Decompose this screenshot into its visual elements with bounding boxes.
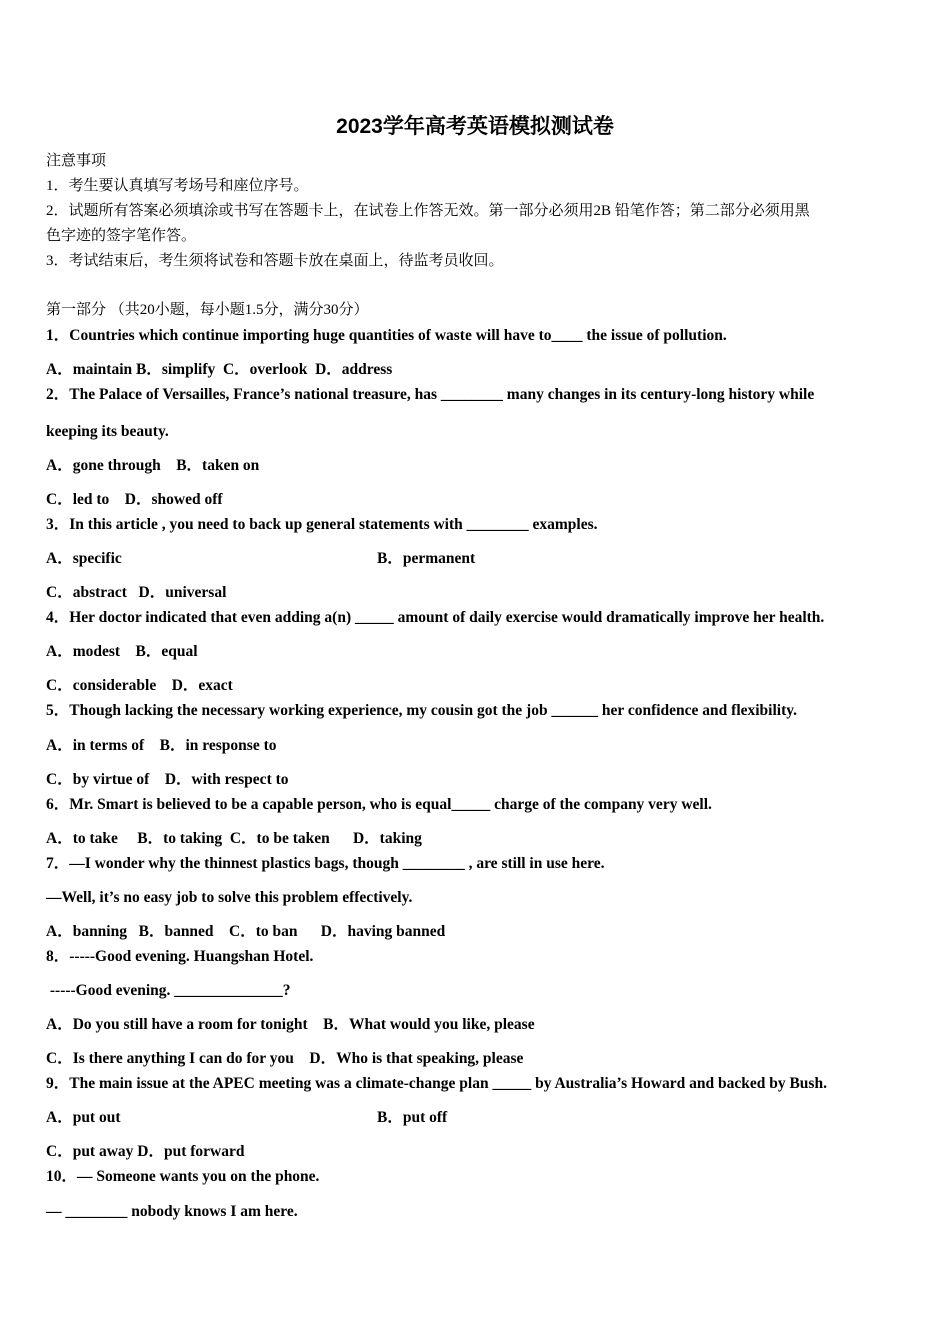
question-3-option-b: B．permanent: [377, 550, 476, 567]
question-9-option-a: A．put out: [46, 1109, 121, 1126]
question-3-options-cd: C．abstract D．universal: [46, 584, 227, 601]
question-3-option-a: A．specific: [46, 550, 122, 567]
notice-item: 2．试题所有答案必须填涂或书写在答题卡上，在试卷上作答无效。第一部分必须用2B 铅笔作答；第二部分必须用黑: [46, 203, 810, 219]
notice-item: 1．考生要认真填写考场号和座位序号。: [46, 178, 309, 194]
question-5-options-cd: C．by virtue of D．with respect to: [46, 771, 289, 788]
question-1-stem: 1．Countries which continue importing huge quantities of waste will have to____ the issue of pollution.: [46, 327, 727, 344]
question-6-options: A．to take B．to taking C．to be taken D．taking: [46, 830, 422, 847]
question-7-options: A．banning B．banned C．to ban D．having banned: [46, 923, 446, 940]
notice-item: 3．考试结束后，考生须将试卷和答题卡放在桌面上，待监考员收回。: [46, 253, 504, 269]
question-2-stem: 2．The Palace of Versailles, France’s national treasure, has ________ many changes in its century-long history while: [46, 386, 815, 403]
question-8-stem: 8．-----Good evening. Huangshan Hotel.: [46, 948, 314, 965]
page-title: 2023学年高考英语模拟测试卷: [336, 115, 614, 138]
notice-item: 色字迹的签字笔作答。: [46, 228, 197, 244]
question-4-stem: 4．Her doctor indicated that even adding a(n) _____ amount of daily exercise would dramatically improve her health.: [46, 609, 825, 626]
question-5-options-ab: A．in terms of B．in response to: [46, 737, 277, 754]
question-2-stem-cont: keeping its beauty.: [46, 423, 169, 440]
question-9-option-b: B．put off: [377, 1109, 448, 1126]
question-8-reply: -----Good evening. ______________?: [46, 982, 291, 999]
question-8-options-cd: C．Is there anything I can do for you D．Who is that speaking, please: [46, 1050, 524, 1067]
question-2-options-cd: C．led to D．showed off: [46, 491, 223, 508]
question-10-reply: — ________ nobody knows I am here.: [46, 1203, 298, 1220]
question-9-stem: 9．The main issue at the APEC meeting was a climate-change plan _____ by Australia’s Howard and backed by Bush.: [46, 1075, 827, 1092]
question-8-options-ab: A．Do you still have a room for tonight B．What would you like, please: [46, 1016, 535, 1033]
notice-heading: 注意事项: [46, 153, 107, 169]
question-7-reply: —Well, it’s no easy job to solve this problem effectively.: [46, 889, 413, 906]
question-4-options-cd: C．considerable D．exact: [46, 677, 233, 694]
question-5-stem: 5．Though lacking the necessary working experience, my cousin got the job ______ her confidence and flexibility.: [46, 702, 798, 719]
question-9-options-cd: C．put away D．put forward: [46, 1143, 245, 1160]
question-1-options: A．maintain B．simplify C．overlook D．address: [46, 361, 393, 378]
question-10-stem: 10．— Someone wants you on the phone.: [46, 1168, 320, 1185]
question-2-options-ab: A．gone through B．taken on: [46, 457, 260, 474]
question-7-stem: 7．—I wonder why the thinnest plastics bags, though ________ , are still in use here.: [46, 855, 605, 872]
section-heading: 第一部分 （共20小题，每小题1.5分，满分30分）: [46, 302, 369, 318]
question-3-stem: 3．In this article , you need to back up general statements with ________ examples.: [46, 516, 598, 533]
question-4-options-ab: A．modest B．equal: [46, 643, 198, 660]
question-6-stem: 6．Mr. Smart is believed to be a capable person, who is equal_____ charge of the company very well.: [46, 796, 712, 813]
